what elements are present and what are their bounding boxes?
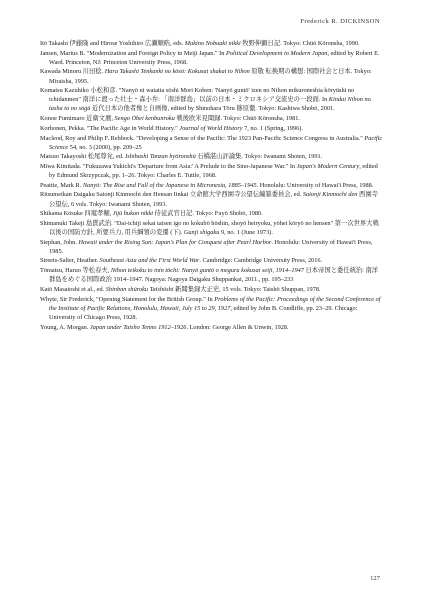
bibliography-entry: [40, 181, 384, 190]
entry-text: 原敬 転換期の構想: 国際社会と日本. Tokyo: Miraisha, 1995.: [49, 68, 372, 85]
bibliography-entry: [40, 323, 384, 332]
entry-text: Komatsu Kazuhiko 小松和彦. "Nanyō ni watatta sōshi Mori Koben: 'Nanyō guntō' izen no Nihon mikuroneshia kōryūshi no ichidanmen" 南洋に渡った壮士・森小弁: 「南洋群島」以前の日本・ミクロネシア交流史の一段面. In: [40, 87, 355, 104]
entry-text: 石橋湛山評論集. Tokyo: Iwanami Shoten, 1991.: [195, 153, 323, 161]
entry-title: Journal of World History: [179, 124, 243, 132]
entry-title: Problems of the Pacific: Proceedings of the Second Conference of the Institute of Pacific Relations, Honolulu, Hawaii, July 15 to 29, 1927: [49, 295, 381, 312]
bibliography-entry: [40, 162, 384, 180]
entry-text: Konoe Fumimaro 近衛文麿,: [40, 115, 115, 123]
entry-text: 近代日本の他者像と自画像, edited by Shinohara Tōru 篠原徹. Tokyo: Kashiwa Shobō, 2001.: [90, 105, 335, 113]
entry-title: Shinban shūroku Taishōshi: [105, 285, 174, 293]
bibliography-entry: [40, 209, 384, 218]
running-head: Frederick R. DICKINSON: [300, 18, 380, 25]
entry-title: Sengo Ōbei kenbunroku: [114, 115, 175, 123]
entry-text: , edited by John B. Condliffe, pp. 23–29. Chicago: University of Chicago Press, 1928.: [49, 304, 358, 321]
entry-text: Stephan, John.: [40, 238, 79, 246]
entry-text: , edited by Robert E. Ward. Princeton, NJ: Princeton University Press, 1968.: [49, 49, 380, 66]
entry-title: Japan's Modern Century: [296, 162, 360, 170]
bibliography-entry: [40, 49, 384, 67]
entry-text: 西園寺公望伝, 6 vols. Tokyo: Iwanami Shoten, 1993.: [49, 191, 378, 208]
entry-text: Shikama Kōsuke 四竃孝輔,: [40, 210, 113, 218]
bibliography-entry: [40, 124, 384, 133]
entry-text: Miwa Kimitada. "Fukuzawa Yukichi's 'Departure from Asia:' A Prelude to the Sino-Japanese War." In: [40, 162, 297, 170]
entry-title: Makino Nobuaki nikki: [184, 40, 241, 47]
entry-title: Gunji shigaku: [183, 229, 220, 236]
entry-text: . Honolulu: University of Hawai'i Press, 1988.: [256, 181, 374, 189]
entry-text: Streets-Salter, Heather.: [40, 257, 100, 265]
entry-text: 牧野伸顕日記. Tokyo: Chūō Kōronsha, 1990.: [240, 40, 360, 47]
entry-text: Ritsumeikan Daigaku Saionji Kinmochi den Hensan Iinkai 立命館大学西園寺公望伝編纂委員会, ed.: [40, 191, 303, 199]
entry-text: 新聞集録大正史, 15 vols. Tokyo: Taishō Shuppan, 1978.: [173, 285, 321, 293]
entry-text: , edited by Edmund Skrzypczak, pp. 1–26. Tokyo: Charles E. Tuttle, 1968.: [49, 162, 378, 180]
entry-text: Tōmatsu, Haruo 等松春夫,: [40, 267, 111, 275]
bibliography-entry: [40, 219, 384, 237]
entry-title: Political Development in Modern Japan: [225, 49, 328, 57]
entry-text: . Cambridge: Cambridge University Press, 2016.: [199, 257, 323, 265]
entry-text: 54, no. 3 (2000), pp. 209–25: [68, 143, 142, 151]
entry-title: Jijū bukan nikki: [112, 210, 153, 218]
entry-title: Nihon teikoku to inin tōchi: Nanyō guntō o meguru kokusai seiji, 1914–1947: [110, 267, 304, 275]
bibliography-entry: [40, 295, 384, 322]
bibliography-entry: [40, 152, 384, 161]
entry-text: Young, A. Morgan.: [40, 323, 90, 331]
bibliography-entry: [40, 266, 384, 284]
entry-title: Hawaii under the Rising Sun: Japan's Plan for Conquest after Pearl Harbor: [78, 238, 272, 246]
entry-title: Kindai Nihon no tasha to no sōgū: [49, 96, 371, 113]
entry-text: 日本帝国と委任統治: 南洋群島をめぐる国際政治 1914–1947. Nagoya: Nagoya Daigaku Shuppankai, 2011., pp. 195–233: [49, 267, 379, 284]
entry-text: Shimanuki Takeji 島貫武治. "Dai-ichiji sekai taisen igo no kokubō hōshin, shoyō heiryoku, yōhei kōryō no hensen" 第一次世界大戦以後の国防方針, 所要兵力, 用兵綱領の変遷 (下).: [40, 219, 379, 236]
entry-title: Saionji Kinmochi den: [302, 191, 358, 199]
entry-text: 戦後欧米見聞録. Tokyo: Chūō Kōronsha, 1981.: [174, 115, 300, 123]
entry-text: . London: George Allen & Unwin, 1928.: [186, 323, 289, 331]
entry-text: Peattie, Mark R.: [40, 181, 83, 189]
bibliography-entry: [40, 67, 384, 85]
entry-title: Hara Takashi Tenkanki no kōsō: Kokusai shakai to Nihon: [104, 68, 250, 76]
bibliography-entry: [40, 114, 384, 123]
bibliography-entry: [40, 256, 384, 265]
entry-text: Katō Masatoshi et al., ed.: [40, 285, 106, 293]
bibliography-entry: [40, 285, 384, 294]
entry-text: 侍従武官日記. Tokyo: Fuyō Shobō, 1980.: [152, 210, 263, 218]
entry-text: Matsuo Takayoshi 松尾尊兊, ed.: [40, 153, 126, 161]
entry-text: Jansen, Marius B. "Modernization and Foreign Policy in Meiji Japan." In: [40, 49, 226, 57]
entry-text: Itō Takashi 伊藤隆 and Hirose Yoshihiro 広瀬順晧, eds.: [40, 40, 185, 47]
entry-text: Macleod, Roy and Philip F. Rehbock. "Developing a Sense of the Pacific: The 1923 Pan-Pacific Science Congress in Australia.": [40, 134, 365, 142]
entry-text: 7, no. 1 (Spring, 1996).: [242, 124, 303, 132]
entry-text: Whyte, Sir Frederick, "Opening Statement for the British Group." In: [40, 295, 215, 303]
bibliography-entry: [40, 190, 384, 208]
bibliography-entry: [40, 39, 384, 48]
entry-text: Korhonen, Pekka. "The Pacific Age in World History.": [40, 124, 180, 132]
entry-text: 9, no. 1 (June 1973).: [219, 229, 273, 236]
entry-text: Kawada Minoru 川田稔.: [40, 68, 105, 76]
bibliography-list: [40, 39, 384, 332]
bibliography-entry: [40, 134, 384, 152]
bibliography-entry: [40, 86, 384, 113]
bibliography-entry: [40, 238, 384, 256]
page-number: 127: [370, 575, 380, 582]
entry-title: Southeast Asia and the First World War: [99, 257, 200, 265]
entry-title: Ishibashi Tanzan hyōronshū: [125, 153, 196, 161]
entry-title: Japan under Taisho Tenno 1912–1926: [89, 323, 187, 331]
entry-text: . Honolulu: University of Hawai'i Press, 1985.: [49, 238, 373, 255]
entry-title: Nanyō: The Rise and Fall of the Japanese in Micronesia, 1885–1945: [82, 181, 257, 189]
entry-title: Pacific Science: [49, 134, 383, 151]
